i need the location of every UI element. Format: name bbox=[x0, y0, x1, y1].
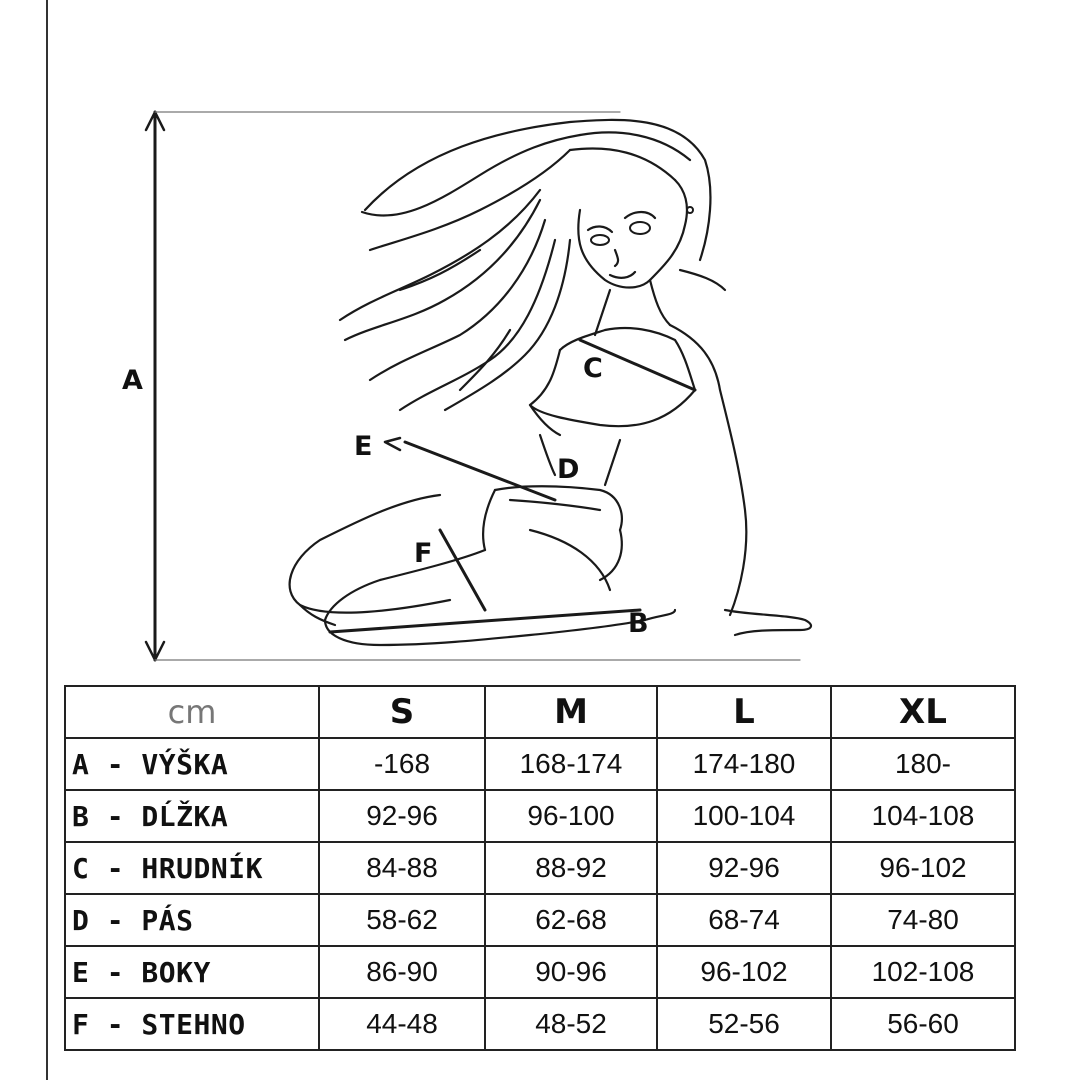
row-label-thigh: F - STEHNO bbox=[65, 998, 319, 1050]
measure-label-d: D bbox=[557, 454, 580, 485]
table-row bbox=[65, 738, 1015, 790]
measure-label-e: E bbox=[354, 431, 373, 462]
size-header-xl: XL bbox=[831, 686, 1015, 738]
table-row bbox=[65, 998, 1015, 1050]
cell-value: 74-80 bbox=[831, 894, 1015, 946]
cell-value: 96-102 bbox=[657, 946, 831, 998]
cell-value: 100-104 bbox=[657, 790, 831, 842]
cell-value: 52-56 bbox=[657, 998, 831, 1050]
hair-drawing bbox=[340, 120, 710, 410]
size-header-s: S bbox=[319, 686, 485, 738]
cell-value: 96-100 bbox=[485, 790, 657, 842]
cell-value: 84-88 bbox=[319, 842, 485, 894]
measure-label-c: C bbox=[583, 353, 603, 384]
cell-value: 88-92 bbox=[485, 842, 657, 894]
cell-value: 48-52 bbox=[485, 998, 657, 1050]
page-left-border bbox=[46, 0, 48, 1080]
cell-value: 92-96 bbox=[319, 790, 485, 842]
cell-value: 62-68 bbox=[485, 894, 657, 946]
row-label-hips: E - BOKY bbox=[65, 946, 319, 998]
unit-header: cm bbox=[65, 686, 319, 738]
cell-value: 90-96 bbox=[485, 946, 657, 998]
row-label-height: A - VÝŠKA bbox=[65, 738, 319, 790]
cell-value: 92-96 bbox=[657, 842, 831, 894]
thigh-measure-line bbox=[440, 530, 485, 610]
table-row bbox=[65, 842, 1015, 894]
cell-value: 68-74 bbox=[657, 894, 831, 946]
row-label-chest: C - HRUDNÍK bbox=[65, 842, 319, 894]
size-header-m: M bbox=[485, 686, 657, 738]
cell-value: 102-108 bbox=[831, 946, 1015, 998]
row-label-length: B - DĹŽKA bbox=[65, 790, 319, 842]
table-row bbox=[65, 894, 1015, 946]
cell-value: 168-174 bbox=[485, 738, 657, 790]
measure-label-a: A bbox=[122, 365, 143, 396]
size-header-row bbox=[65, 686, 1015, 738]
table-row bbox=[65, 790, 1015, 842]
cell-value: -168 bbox=[319, 738, 485, 790]
measurement-illustration bbox=[100, 90, 860, 680]
cell-value: 96-102 bbox=[831, 842, 1015, 894]
size-header-l: L bbox=[657, 686, 831, 738]
face-drawing bbox=[578, 180, 693, 288]
cell-value: 180- bbox=[831, 738, 1015, 790]
measure-label-b: B bbox=[628, 608, 649, 639]
cell-value: 104-108 bbox=[831, 790, 1015, 842]
cell-value: 86-90 bbox=[319, 946, 485, 998]
seated-woman-drawing bbox=[100, 90, 860, 680]
size-chart-table bbox=[64, 685, 1016, 1051]
measure-label-f: F bbox=[414, 538, 433, 569]
hips-measure-line bbox=[405, 442, 555, 500]
cell-value: 174-180 bbox=[657, 738, 831, 790]
cell-value: 58-62 bbox=[319, 894, 485, 946]
cell-value: 56-60 bbox=[831, 998, 1015, 1050]
row-label-waist: D - PÁS bbox=[65, 894, 319, 946]
table-row bbox=[65, 946, 1015, 998]
cell-value: 44-48 bbox=[319, 998, 485, 1050]
